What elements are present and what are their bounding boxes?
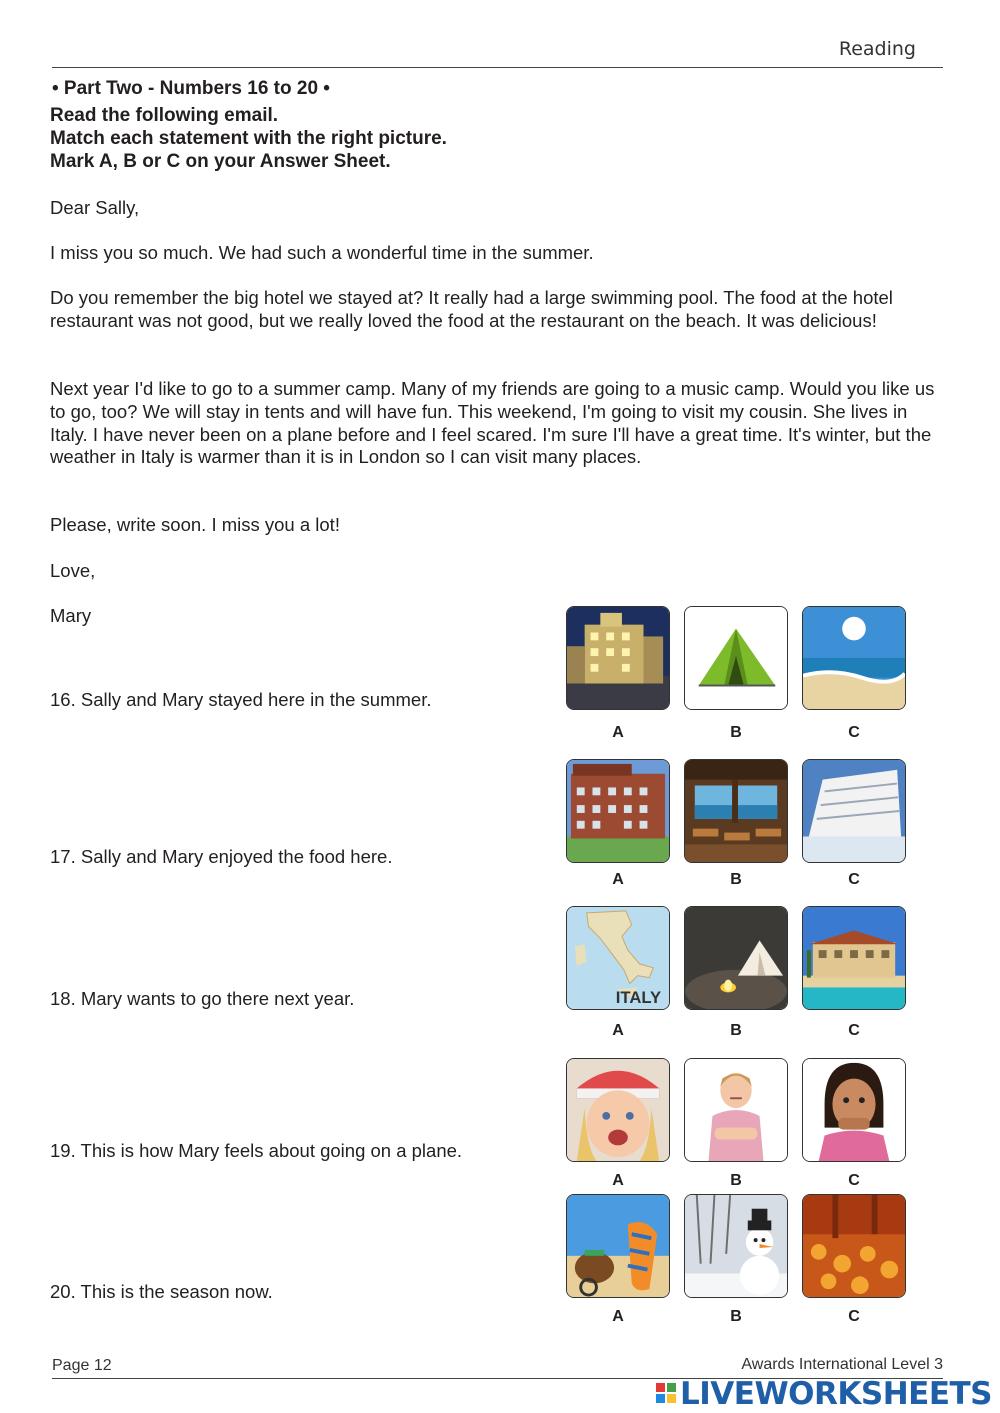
instruction-line-2: Match each statement with the right picture. [50,128,447,149]
option-17-b[interactable]: B [730,871,742,888]
email-paragraph-3: Next year I'd like to go to a summer camp. Many of my friends are going to a music camp. Would you like us to go, too? We will stay in tents and will have fun. This weekend, I'm going to visit my cousin. She lives in Italy. I have never been on a plane before and I feel scared. I'm sure I'll have a great time. It's winter, but the weather in Italy is warmer than it is in London so I can visit many places. [50,378,935,468]
option-20-b[interactable]: B [730,1308,742,1325]
beach-resort-picture[interactable] [802,906,906,1010]
summer-flipflops-picture[interactable] [566,1194,670,1298]
liveworksheets-logo[interactable] [656,1376,992,1412]
email-paragraph-1: I miss you so much. We had such a wonderful time in the summer. [50,242,594,263]
option-17-a[interactable]: A [612,871,624,888]
option-16-b[interactable]: B [730,724,742,741]
part-heading: • Part Two - Numbers 16 to 20 • [52,78,330,99]
option-16-c[interactable]: C [848,724,860,741]
email-paragraph-2: Do you remember the big hotel we stayed at? It really had a large swimming pool. The food at the hotel restaurant was not good, but we really loved the food at the restaurant on the beach. It was delicious! [50,287,893,331]
instruction-line-1: Read the following email. [50,105,279,126]
map-label: ITALY [615,988,662,1008]
option-20-c[interactable]: C [848,1308,860,1325]
instruction-line-3: Mark A, B or C on your Answer Sheet. [50,151,391,172]
option-18-a[interactable]: A [612,1022,624,1039]
option-19-a[interactable]: A [612,1172,624,1189]
green-tent-picture[interactable] [684,606,788,710]
grumpy-girl-picture[interactable] [684,1058,788,1162]
winter-snowman-picture[interactable] [684,1194,788,1298]
liveworksheets-icon [656,1381,678,1407]
camp-tent-fire-picture[interactable] [684,906,788,1010]
option-19-b[interactable]: B [730,1172,742,1189]
happy-girl-picture[interactable] [566,1058,670,1162]
italy-map-picture[interactable] [566,906,670,1010]
option-18-b[interactable]: B [730,1022,742,1039]
option-16-a[interactable]: A [612,724,624,741]
question-17: 17. Sally and Mary enjoyed the food here. [50,846,393,867]
question-18: 18. Mary wants to go there next year. [50,988,355,1009]
scared-woman-picture[interactable] [802,1058,906,1162]
option-19-c[interactable]: C [848,1172,860,1189]
header-rule [52,67,943,68]
page-number: Page 12 [52,1357,112,1374]
question-16: 16. Sally and Mary stayed here in the summer. [50,689,432,710]
brand-name: LIVEWORKSHEETS [680,1376,992,1412]
question-20: 20. This is the season now. [50,1281,273,1302]
series-label: Awards International Level 3 [741,1356,943,1373]
email-closing: Love, [50,560,96,581]
email-signature: Mary [50,605,92,626]
option-18-c[interactable]: C [848,1022,860,1039]
cruise-ship-picture[interactable] [802,759,906,863]
autumn-leaves-picture[interactable] [802,1194,906,1298]
option-20-a[interactable]: A [612,1308,624,1325]
question-19: 19. This is how Mary feels about going on a plane. [50,1140,463,1161]
beach-restaurant-picture[interactable] [684,759,788,863]
email-greeting: Dear Sally, [50,197,140,218]
hotel-building-picture[interactable] [566,759,670,863]
section-label: Reading [838,38,916,60]
option-17-c[interactable]: C [848,871,860,888]
sunny-beach-picture[interactable] [802,606,906,710]
hotel-at-night-picture[interactable] [566,606,670,710]
email-paragraph-4: Please, write soon. I miss you a lot! [50,514,340,535]
